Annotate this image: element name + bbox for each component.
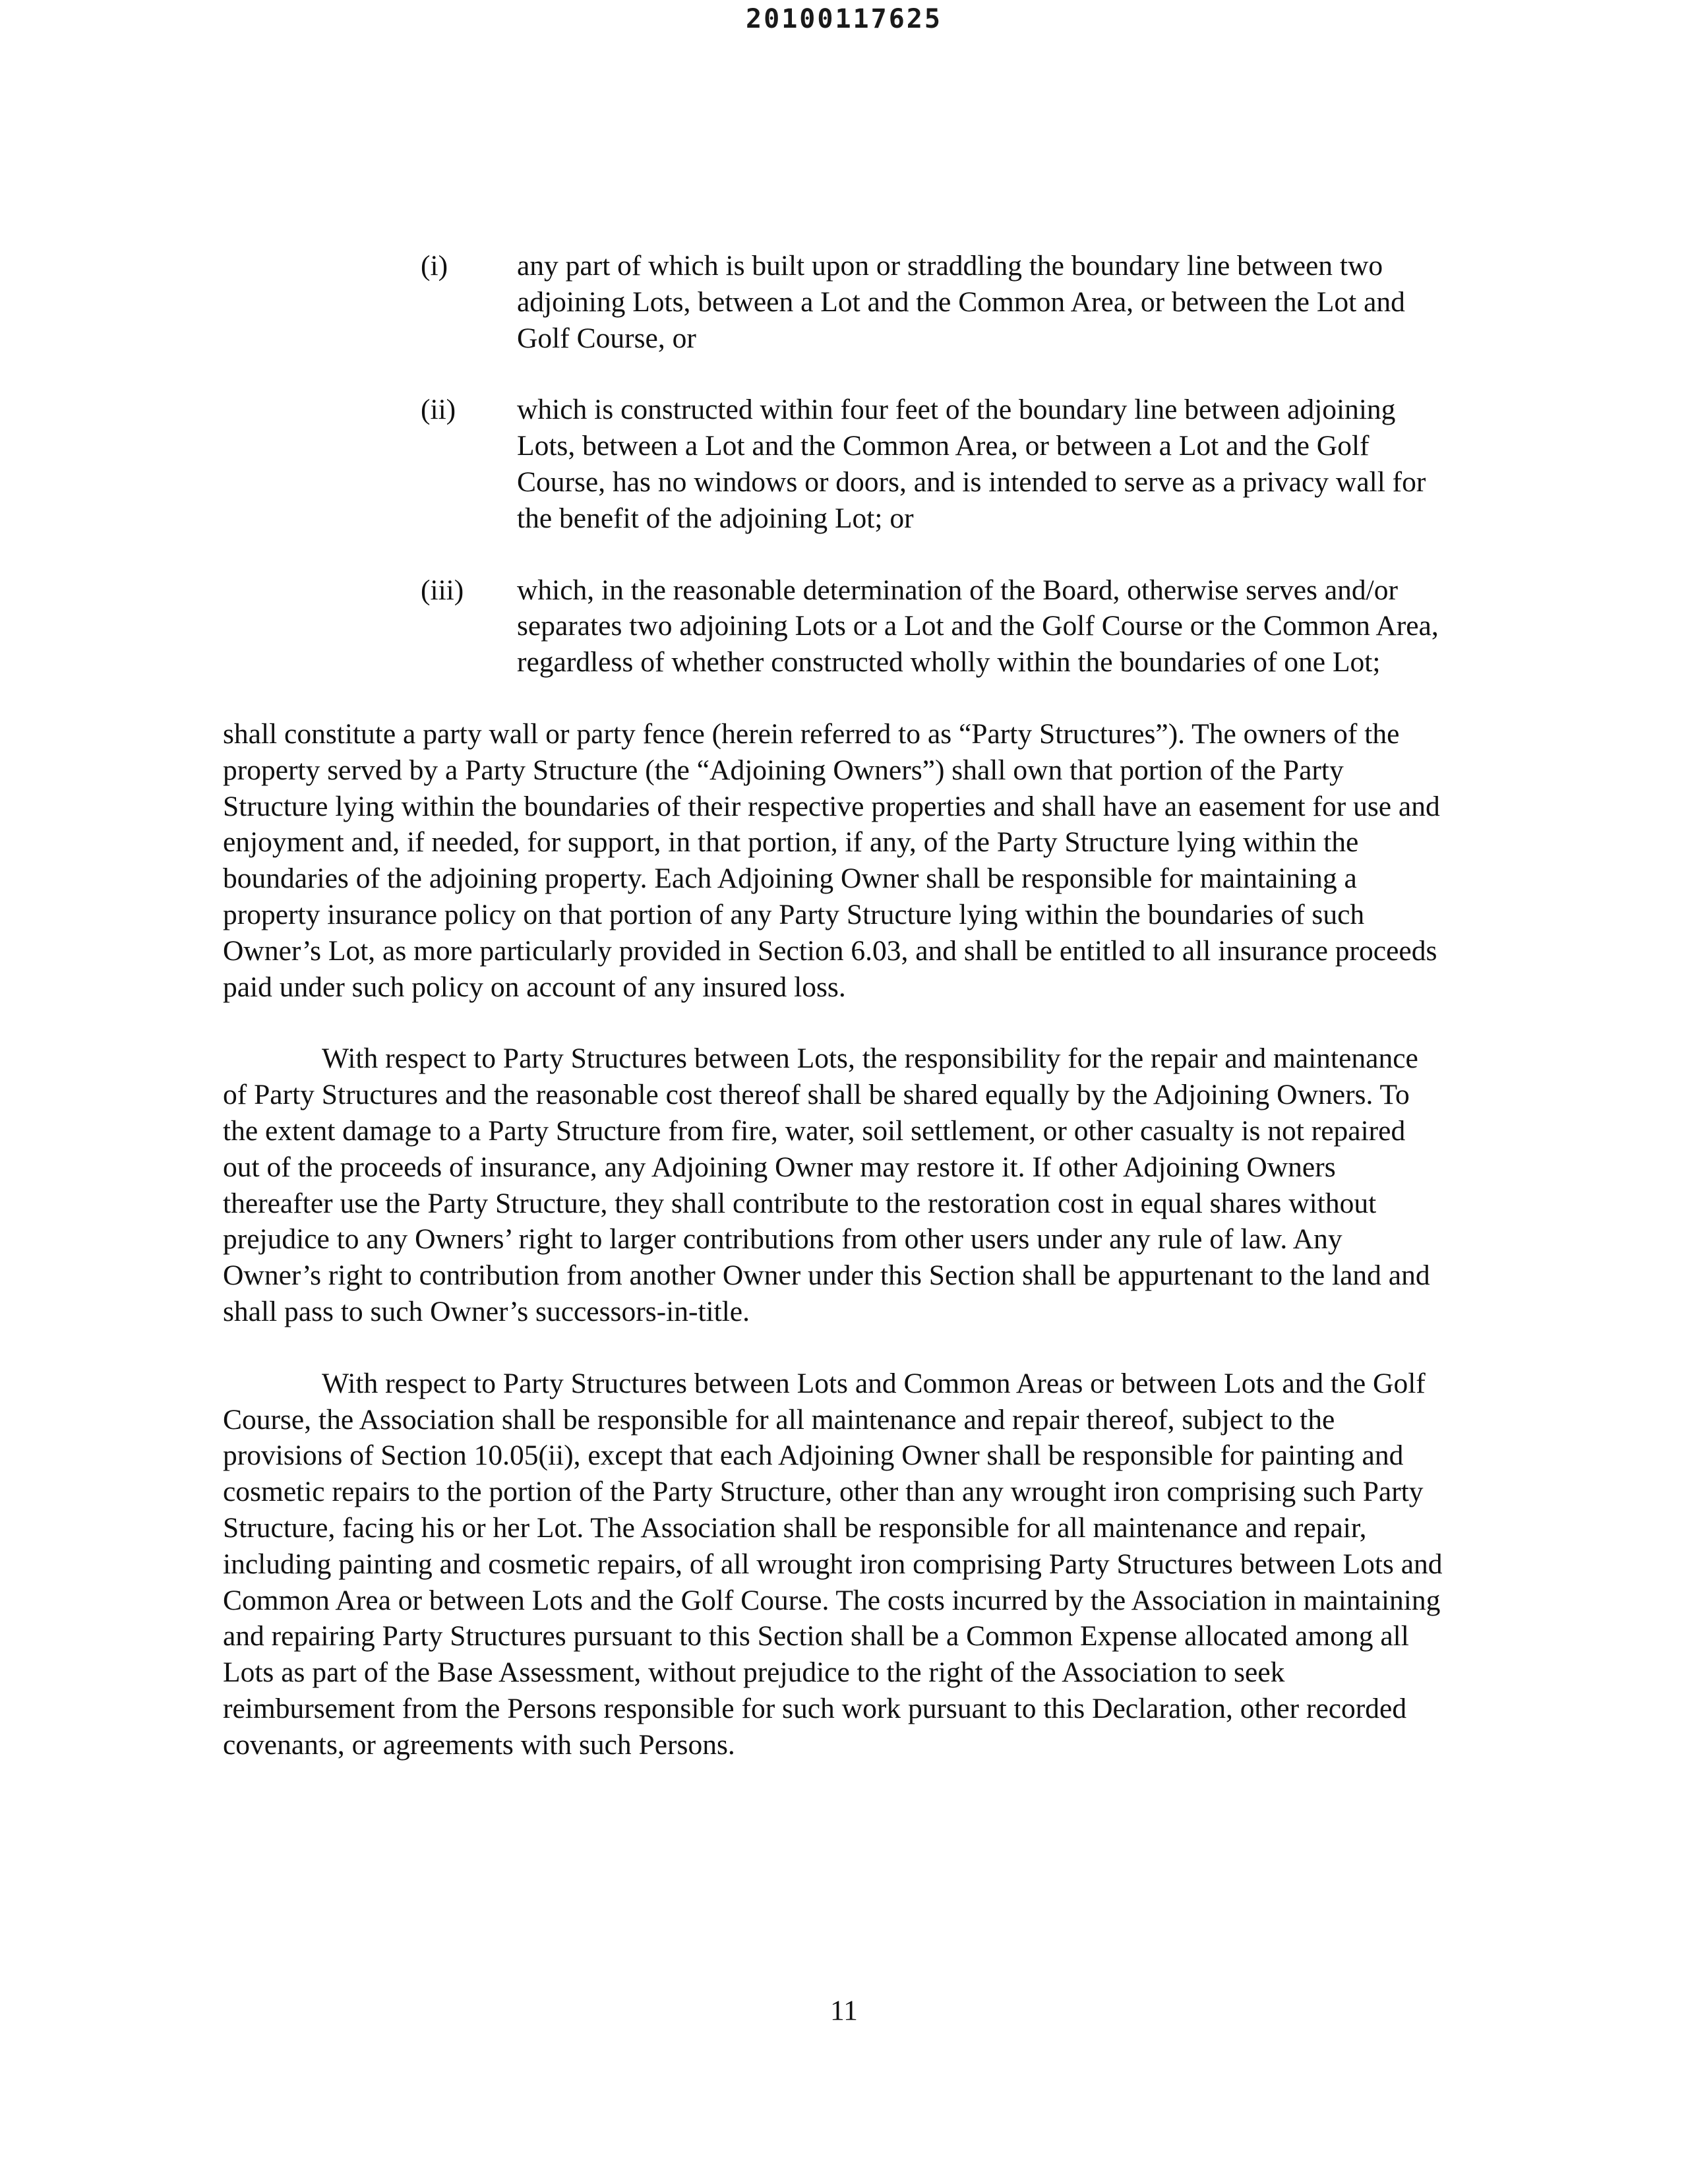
paragraph-structures-common-areas: With respect to Party Structures between Lots and Common Areas or between Lots and the Golf Course, the Association shall be responsible for all maintenance and repair thereof, subject to the provisions of Section 10.05(ii), except that each Adjoining Owner shall be responsible for painting and cosmetic repairs to the portion of the Party Structure, other than any wrought iron comprising such Party Structure, facing his or her Lot. The Association shall be responsible for all maintenance and repair, including painting and cosmetic repairs, of all wrought iron comprising Party Structures between Lots and Common Area or between Lots and the Golf Course. The costs incurred by the Association in maintaining and repairing Party Structures pursuant to this Section shall be a Common Expense allocated among all Lots as part of the Base Assessment, without prejudice to the right of the Association to seek reimbursement from the Persons responsible for such work pursuant to this Declaration, other recorded covenants, or agreements with such Persons.	[223, 1367, 1443, 1761]
list-marker: (i)	[421, 250, 448, 282]
paragraph-structures-between-lots: With respect to Party Structures between Lots, the responsibility for the repair and maintenance of Party Structures and the reasonable cost thereof shall be shared equally by the Adjoining Owners. To the extent damage to a Party Structure from fire, water, soil settlement, or other casualty is not repaired out of the proceeds of insurance, any Adjoining Owner may restore it. If other Adjoining Owners thereafter use the Party Structure, they shall contribute to the restoration cost in equal shares without prejudice to any Owners’ right to larger contributions from other users under any rule of law. Any Owner’s right to contribution from another Owner under this Section shall be appurtenant to the land and shall pass to such Owner’s successors-in-title.	[223, 1043, 1430, 1327]
list-item	[223, 392, 1462, 536]
list-marker: (iii)	[421, 574, 464, 606]
list-text: any part of which is built upon or straddling the boundary line between two adjoining Lots, between a Lot and the Common Area, or between the Lot and Golf Course, or	[517, 250, 1405, 354]
paragraph-party-structures-definition: shall constitute a party wall or party fence (herein referred to as “Party Structures”). The owners of the property served by a Party Structure (the “Adjoining Owners”) shall own that portion of the Party Structure lying within the boundaries of their respective properties and shall have an easement for use and enjoyment and, if needed, for support, in that portion, if any, of the Party Structure lying within the boundaries of the adjoining property. Each Adjoining Owner shall be responsible for maintaining a property insurance policy on that portion of any Party Structure lying within the boundaries of such Owner’s Lot, as more particularly provided in Section 6.03, and shall be entitled to all insurance proceeds paid under such policy on account of any insured loss.	[223, 717, 1440, 1003]
list-marker: (ii)	[421, 394, 456, 426]
list-item	[223, 248, 1462, 356]
document-number: 20100117625	[746, 4, 942, 34]
list-text: which, in the reasonable determination of the Board, otherwise serves and/or separates two adjoining Lots or a Lot and the Golf Course or the Common Area, regardless of whether constructed wholly within the boundaries of one Lot;	[517, 574, 1439, 679]
page-body	[223, 248, 1462, 1798]
page-number: 11	[830, 1995, 858, 2026]
list-item	[223, 572, 1462, 681]
list-text: which is constructed within four feet of the boundary line between adjoining Lots, between a Lot and the Common Area, or between a Lot and the Golf Course, has no windows or doors, and is intended to serve as a privacy wall for the benefit of the adjoining Lot; or	[517, 394, 1426, 534]
